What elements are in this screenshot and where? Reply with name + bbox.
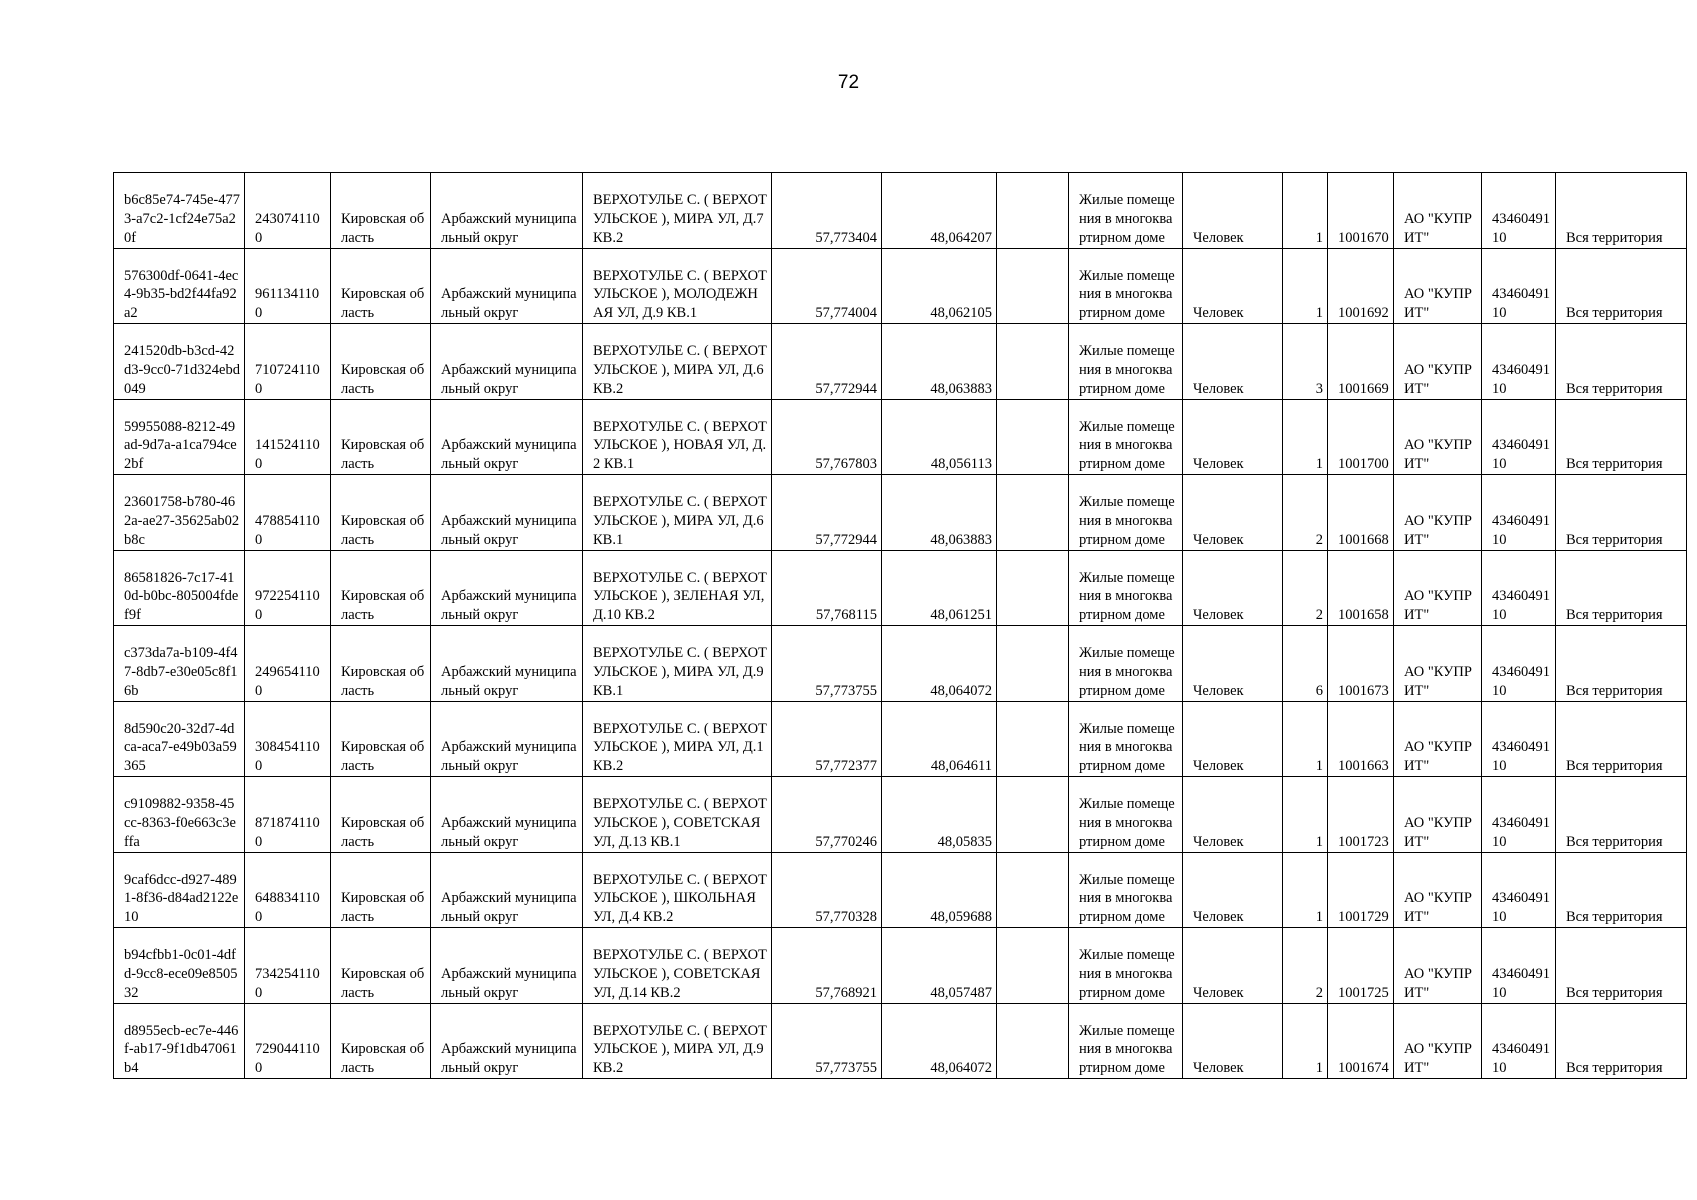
latitude-cell: 57,773404 xyxy=(772,173,882,249)
number-cell: 1001673 xyxy=(1328,626,1394,702)
inn-cell: 4346049110 xyxy=(1482,550,1556,626)
longitude-cell: 48,05835 xyxy=(882,777,997,853)
inn-cell: 4346049110 xyxy=(1482,399,1556,475)
empty-cell xyxy=(997,928,1069,1004)
territory-cell: Вся территория xyxy=(1556,928,1687,1004)
code-cell: 4788541100 xyxy=(245,475,331,551)
inn-cell: 4346049110 xyxy=(1482,324,1556,400)
address-cell: ВЕРХОТУЛЬЕ С. ( ВЕРХОТУЛЬСКОЕ ), МИРА УЛ, Д.6 КВ.2 xyxy=(583,324,772,400)
page-number: 72 xyxy=(837,72,860,93)
code-cell: 7290441100 xyxy=(245,1003,331,1079)
premises-type-cell: Жилые помещения в многоквартирном доме xyxy=(1069,248,1183,324)
region-cell: Кировская область xyxy=(331,928,431,1004)
number-cell: 1001668 xyxy=(1328,475,1394,551)
district-cell: Арбажский муниципальный округ xyxy=(431,399,583,475)
quantity-cell: 2 xyxy=(1283,475,1328,551)
empty-cell xyxy=(997,324,1069,400)
number-cell: 1001669 xyxy=(1328,324,1394,400)
table-row xyxy=(114,550,1687,626)
empty-cell xyxy=(997,777,1069,853)
quantity-cell: 1 xyxy=(1283,701,1328,777)
territory-cell: Вся территория xyxy=(1556,1003,1687,1079)
id-cell: 23601758-b780-462a-ae27-35625ab02b8c xyxy=(114,475,245,551)
unit-cell: Человек xyxy=(1183,324,1283,400)
latitude-cell: 57,767803 xyxy=(772,399,882,475)
code-cell: 6488341100 xyxy=(245,852,331,928)
latitude-cell: 57,774004 xyxy=(772,248,882,324)
register-table xyxy=(113,172,1687,1079)
region-cell: Кировская область xyxy=(331,550,431,626)
address-cell: ВЕРХОТУЛЬЕ С. ( ВЕРХОТУЛЬСКОЕ ), МИРА УЛ, Д.7 КВ.2 xyxy=(583,173,772,249)
district-cell: Арбажский муниципальный округ xyxy=(431,248,583,324)
address-cell: ВЕРХОТУЛЬЕ С. ( ВЕРХОТУЛЬСКОЕ ), МИРА УЛ, Д.6 КВ.1 xyxy=(583,475,772,551)
number-cell: 1001723 xyxy=(1328,777,1394,853)
latitude-cell: 57,770246 xyxy=(772,777,882,853)
table-row xyxy=(114,701,1687,777)
region-cell: Кировская область xyxy=(331,1003,431,1079)
premises-type-cell: Жилые помещения в многоквартирном доме xyxy=(1069,777,1183,853)
premises-type-cell: Жилые помещения в многоквартирном доме xyxy=(1069,399,1183,475)
unit-cell: Человек xyxy=(1183,1003,1283,1079)
code-cell: 2496541100 xyxy=(245,626,331,702)
code-cell: 9722541100 xyxy=(245,550,331,626)
region-cell: Кировская область xyxy=(331,173,431,249)
latitude-cell: 57,773755 xyxy=(772,626,882,702)
code-cell: 3084541100 xyxy=(245,701,331,777)
empty-cell xyxy=(997,173,1069,249)
longitude-cell: 48,063883 xyxy=(882,324,997,400)
quantity-cell: 1 xyxy=(1283,852,1328,928)
address-cell: ВЕРХОТУЛЬЕ С. ( ВЕРХОТУЛЬСКОЕ ), МИРА УЛ, Д.1 КВ.2 xyxy=(583,701,772,777)
latitude-cell: 57,770328 xyxy=(772,852,882,928)
district-cell: Арбажский муниципальный округ xyxy=(431,475,583,551)
table-row xyxy=(114,324,1687,400)
quantity-cell: 6 xyxy=(1283,626,1328,702)
territory-cell: Вся территория xyxy=(1556,550,1687,626)
territory-cell: Вся территория xyxy=(1556,777,1687,853)
id-cell: 576300df-0641-4ec4-9b35-bd2f44fa92a2 xyxy=(114,248,245,324)
number-cell: 1001674 xyxy=(1328,1003,1394,1079)
unit-cell: Человек xyxy=(1183,701,1283,777)
organization-cell: АО "КУПРИТ" xyxy=(1394,173,1482,249)
number-cell: 1001663 xyxy=(1328,701,1394,777)
latitude-cell: 57,768115 xyxy=(772,550,882,626)
unit-cell: Человек xyxy=(1183,173,1283,249)
organization-cell: АО "КУПРИТ" xyxy=(1394,777,1482,853)
longitude-cell: 48,057487 xyxy=(882,928,997,1004)
empty-cell xyxy=(997,550,1069,626)
table-row xyxy=(114,626,1687,702)
district-cell: Арбажский муниципальный округ xyxy=(431,173,583,249)
table-row xyxy=(114,928,1687,1004)
table-row xyxy=(114,248,1687,324)
district-cell: Арбажский муниципальный округ xyxy=(431,550,583,626)
region-cell: Кировская область xyxy=(331,324,431,400)
address-cell: ВЕРХОТУЛЬЕ С. ( ВЕРХОТУЛЬСКОЕ ), СОВЕТСКАЯ УЛ, Д.13 КВ.1 xyxy=(583,777,772,853)
territory-cell: Вся территория xyxy=(1556,475,1687,551)
premises-type-cell: Жилые помещения в многоквартирном доме xyxy=(1069,173,1183,249)
organization-cell: АО "КУПРИТ" xyxy=(1394,475,1482,551)
region-cell: Кировская область xyxy=(331,248,431,324)
inn-cell: 4346049110 xyxy=(1482,626,1556,702)
organization-cell: АО "КУПРИТ" xyxy=(1394,399,1482,475)
territory-cell: Вся территория xyxy=(1556,248,1687,324)
latitude-cell: 57,768921 xyxy=(772,928,882,1004)
table-row xyxy=(114,1003,1687,1079)
region-cell: Кировская область xyxy=(331,475,431,551)
district-cell: Арбажский муниципальный округ xyxy=(431,626,583,702)
territory-cell: Вся территория xyxy=(1556,173,1687,249)
organization-cell: АО "КУПРИТ" xyxy=(1394,626,1482,702)
territory-cell: Вся территория xyxy=(1556,852,1687,928)
longitude-cell: 48,064207 xyxy=(882,173,997,249)
longitude-cell: 48,056113 xyxy=(882,399,997,475)
empty-cell xyxy=(997,701,1069,777)
number-cell: 1001729 xyxy=(1328,852,1394,928)
table-row xyxy=(114,399,1687,475)
unit-cell: Человек xyxy=(1183,852,1283,928)
id-cell: b94cfbb1-0c01-4dfd-9cc8-ece09e850532 xyxy=(114,928,245,1004)
empty-cell xyxy=(997,626,1069,702)
unit-cell: Человек xyxy=(1183,399,1283,475)
code-cell: 7107241100 xyxy=(245,324,331,400)
table-row xyxy=(114,173,1687,249)
id-cell: c373da7a-b109-4f47-8db7-e30e05c8f16b xyxy=(114,626,245,702)
id-cell: c9109882-9358-45cc-8363-f0e663c3effa xyxy=(114,777,245,853)
id-cell: d8955ecb-ec7e-446f-ab17-9f1db47061b4 xyxy=(114,1003,245,1079)
organization-cell: АО "КУПРИТ" xyxy=(1394,928,1482,1004)
premises-type-cell: Жилые помещения в многоквартирном доме xyxy=(1069,1003,1183,1079)
inn-cell: 4346049110 xyxy=(1482,1003,1556,1079)
premises-type-cell: Жилые помещения в многоквартирном доме xyxy=(1069,475,1183,551)
longitude-cell: 48,061251 xyxy=(882,550,997,626)
number-cell: 1001725 xyxy=(1328,928,1394,1004)
premises-type-cell: Жилые помещения в многоквартирном доме xyxy=(1069,928,1183,1004)
quantity-cell: 1 xyxy=(1283,1003,1328,1079)
region-cell: Кировская область xyxy=(331,852,431,928)
latitude-cell: 57,772377 xyxy=(772,701,882,777)
premises-type-cell: Жилые помещения в многоквартирном доме xyxy=(1069,701,1183,777)
organization-cell: АО "КУПРИТ" xyxy=(1394,1003,1482,1079)
quantity-cell: 1 xyxy=(1283,173,1328,249)
longitude-cell: 48,064072 xyxy=(882,626,997,702)
region-cell: Кировская область xyxy=(331,777,431,853)
district-cell: Арбажский муниципальный округ xyxy=(431,852,583,928)
district-cell: Арбажский муниципальный округ xyxy=(431,324,583,400)
table-row xyxy=(114,852,1687,928)
address-cell: ВЕРХОТУЛЬЕ С. ( ВЕРХОТУЛЬСКОЕ ), ЗЕЛЕНАЯ УЛ, Д.10 КВ.2 xyxy=(583,550,772,626)
longitude-cell: 48,064611 xyxy=(882,701,997,777)
id-cell: 241520db-b3cd-42d3-9cc0-71d324ebd049 xyxy=(114,324,245,400)
address-cell: ВЕРХОТУЛЬЕ С. ( ВЕРХОТУЛЬСКОЕ ), ШКОЛЬНАЯ УЛ, Д.4 КВ.2 xyxy=(583,852,772,928)
id-cell: 86581826-7c17-410d-b0bc-805004fdef9f xyxy=(114,550,245,626)
territory-cell: Вся территория xyxy=(1556,626,1687,702)
quantity-cell: 2 xyxy=(1283,928,1328,1004)
unit-cell: Человек xyxy=(1183,248,1283,324)
unit-cell: Человек xyxy=(1183,626,1283,702)
premises-type-cell: Жилые помещения в многоквартирном доме xyxy=(1069,626,1183,702)
code-cell: 9611341100 xyxy=(245,248,331,324)
id-cell: 8d590c20-32d7-4dca-aca7-e49b03a59365 xyxy=(114,701,245,777)
unit-cell: Человек xyxy=(1183,928,1283,1004)
id-cell: 9caf6dcc-d927-4891-8f36-d84ad2122e10 xyxy=(114,852,245,928)
inn-cell: 4346049110 xyxy=(1482,173,1556,249)
region-cell: Кировская область xyxy=(331,399,431,475)
number-cell: 1001658 xyxy=(1328,550,1394,626)
region-cell: Кировская область xyxy=(331,626,431,702)
latitude-cell: 57,772944 xyxy=(772,475,882,551)
table-row xyxy=(114,777,1687,853)
unit-cell: Человек xyxy=(1183,777,1283,853)
quantity-cell: 3 xyxy=(1283,324,1328,400)
territory-cell: Вся территория xyxy=(1556,701,1687,777)
id-cell: 59955088-8212-49ad-9d7a-a1ca794ce2bf xyxy=(114,399,245,475)
empty-cell xyxy=(997,852,1069,928)
inn-cell: 4346049110 xyxy=(1482,701,1556,777)
district-cell: Арбажский муниципальный округ xyxy=(431,928,583,1004)
code-cell: 8718741100 xyxy=(245,777,331,853)
inn-cell: 4346049110 xyxy=(1482,852,1556,928)
latitude-cell: 57,773755 xyxy=(772,1003,882,1079)
organization-cell: АО "КУПРИТ" xyxy=(1394,550,1482,626)
premises-type-cell: Жилые помещения в многоквартирном доме xyxy=(1069,324,1183,400)
district-cell: Арбажский муниципальный округ xyxy=(431,777,583,853)
territory-cell: Вся территория xyxy=(1556,324,1687,400)
inn-cell: 4346049110 xyxy=(1482,928,1556,1004)
region-cell: Кировская область xyxy=(331,701,431,777)
quantity-cell: 1 xyxy=(1283,248,1328,324)
id-cell: b6c85e74-745e-4773-a7c2-1cf24e75a20f xyxy=(114,173,245,249)
longitude-cell: 48,063883 xyxy=(882,475,997,551)
code-cell: 1415241100 xyxy=(245,399,331,475)
premises-type-cell: Жилые помещения в многоквартирном доме xyxy=(1069,550,1183,626)
number-cell: 1001670 xyxy=(1328,173,1394,249)
unit-cell: Человек xyxy=(1183,475,1283,551)
inn-cell: 4346049110 xyxy=(1482,475,1556,551)
longitude-cell: 48,064072 xyxy=(882,1003,997,1079)
quantity-cell: 1 xyxy=(1283,399,1328,475)
address-cell: ВЕРХОТУЛЬЕ С. ( ВЕРХОТУЛЬСКОЕ ), СОВЕТСКАЯ УЛ, Д.14 КВ.2 xyxy=(583,928,772,1004)
quantity-cell: 2 xyxy=(1283,550,1328,626)
address-cell: ВЕРХОТУЛЬЕ С. ( ВЕРХОТУЛЬСКОЕ ), МОЛОДЕЖНАЯ УЛ, Д.9 КВ.1 xyxy=(583,248,772,324)
number-cell: 1001692 xyxy=(1328,248,1394,324)
premises-type-cell: Жилые помещения в многоквартирном доме xyxy=(1069,852,1183,928)
address-cell: ВЕРХОТУЛЬЕ С. ( ВЕРХОТУЛЬСКОЕ ), МИРА УЛ, Д.9 КВ.1 xyxy=(583,626,772,702)
inn-cell: 4346049110 xyxy=(1482,248,1556,324)
empty-cell xyxy=(997,1003,1069,1079)
organization-cell: АО "КУПРИТ" xyxy=(1394,701,1482,777)
empty-cell xyxy=(997,399,1069,475)
unit-cell: Человек xyxy=(1183,550,1283,626)
table-body xyxy=(114,173,1687,1079)
table-row xyxy=(114,475,1687,551)
empty-cell xyxy=(997,475,1069,551)
quantity-cell: 1 xyxy=(1283,777,1328,853)
organization-cell: АО "КУПРИТ" xyxy=(1394,324,1482,400)
address-cell: ВЕРХОТУЛЬЕ С. ( ВЕРХОТУЛЬСКОЕ ), МИРА УЛ, Д.9 КВ.2 xyxy=(583,1003,772,1079)
organization-cell: АО "КУПРИТ" xyxy=(1394,248,1482,324)
longitude-cell: 48,059688 xyxy=(882,852,997,928)
longitude-cell: 48,062105 xyxy=(882,248,997,324)
number-cell: 1001700 xyxy=(1328,399,1394,475)
district-cell: Арбажский муниципальный округ xyxy=(431,701,583,777)
organization-cell: АО "КУПРИТ" xyxy=(1394,852,1482,928)
district-cell: Арбажский муниципальный округ xyxy=(431,1003,583,1079)
inn-cell: 4346049110 xyxy=(1482,777,1556,853)
code-cell: 7342541100 xyxy=(245,928,331,1004)
address-cell: ВЕРХОТУЛЬЕ С. ( ВЕРХОТУЛЬСКОЕ ), НОВАЯ УЛ, Д.2 КВ.1 xyxy=(583,399,772,475)
code-cell: 2430741100 xyxy=(245,173,331,249)
latitude-cell: 57,772944 xyxy=(772,324,882,400)
territory-cell: Вся территория xyxy=(1556,399,1687,475)
empty-cell xyxy=(997,248,1069,324)
